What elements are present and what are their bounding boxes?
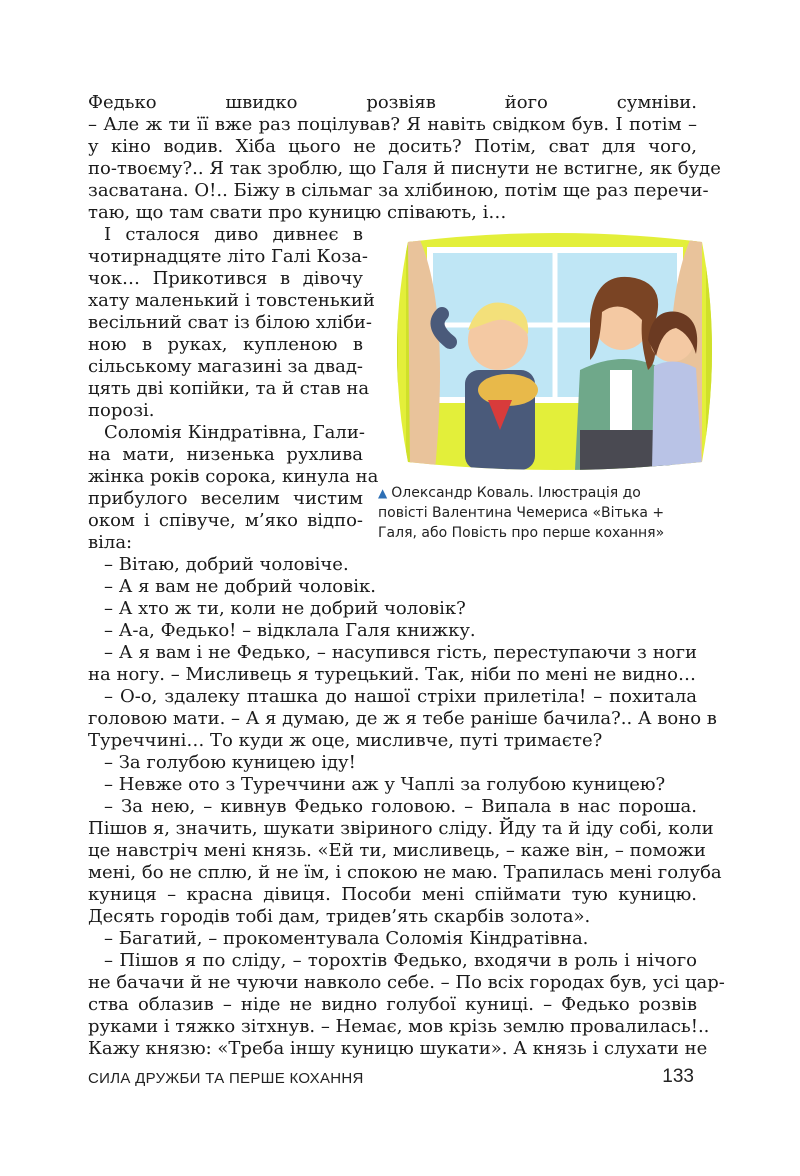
text-line: на мати, низенька рухлива: [88, 444, 363, 465]
text-line: І сталося диво дивнеє в: [104, 224, 363, 245]
caption-line: повісті Валентина Чемериса «Вітька +: [378, 505, 665, 521]
text-line: Десять городів тобі дам, тридев’ять скарбів золота».: [88, 906, 591, 927]
text-line: – Невже ото з Туреччини аж у Чаплі за голубою куницею?: [104, 774, 666, 795]
caption-line: Олександр Коваль. Ілюстрація до: [391, 485, 641, 501]
text-line: жінка років сорока, кинула на: [88, 466, 379, 487]
text-line: цять дві копійки, та й став на: [88, 378, 370, 399]
text-line: не бачачи й не чуючи навколо себе. – По всіх городах був, усі цар-: [88, 972, 725, 993]
text-line: Соломія Кіндратівна, Гали-: [104, 422, 365, 443]
caption-triangle-icon: ▲: [378, 486, 388, 500]
text-line: – А я вам не добрий чоловік.: [104, 576, 376, 597]
text-line: у кіно водив. Хіба цього не досить? Потім, сват для чого,: [88, 136, 697, 157]
illustration-caption: [378, 483, 708, 543]
text-line: – А-а, Федько! – відклала Галя книжку.: [104, 620, 476, 641]
text-line: віла:: [88, 532, 133, 553]
text-line: таю, що там свати про куницю співають, і…: [88, 202, 507, 223]
text-line: Туреччині… То куди ж оце, мисливче, путі тримаєте?: [88, 730, 603, 751]
text-line: головою мати. – А я думаю, де ж я тебе раніше бачила?.. А воно в: [88, 708, 717, 729]
text-line: куниця – красна дівиця. Пособи мені спіймати тую куницю.: [88, 884, 697, 905]
text-line: – За голубою куницею іду!: [104, 752, 356, 773]
text-line: руками і тяжко зітхнув. – Немає, мов крізь землю провалилась!..: [88, 1016, 710, 1037]
text-line: чок… Прикотився в дівочу: [88, 268, 363, 289]
caption-line: Галя, або Повість про перше кохання»: [378, 525, 665, 541]
girl-figure: [648, 312, 702, 470]
illustration: [390, 230, 720, 470]
text-line: засватана. О!.. Біжу в сільмаг за хлібиною, потім ще раз перечи-: [88, 180, 709, 201]
page-number: 133: [662, 1066, 694, 1087]
text-line: – Багатий, – прокоментувала Соломія Кіндратівна.: [104, 928, 589, 949]
text-line: ною в руках, купленою в: [88, 334, 363, 355]
text-line: – А я вам і не Федько, – насупився гість, переступаючи з ноги: [104, 642, 697, 663]
text-line: – Вітаю, добрий чоловіче.: [104, 554, 349, 575]
text-line: – Пішов я по сліду, – торохтів Федько, входячи в роль і нічого: [104, 950, 697, 971]
text-line: – А хто ж ти, коли не добрий чоловік?: [104, 598, 466, 619]
text-line: це навстріч мені князь. «Ей ти, мисливець, – каже він, – поможи: [88, 840, 706, 861]
text-line-content: Федько швидко розвіяв його сумніви.: [88, 92, 697, 113]
text-line: оком і співуче, м’яко відпо-: [88, 510, 363, 531]
text-line: Кажу князю: «Треба іншу куницю шукати». А князь і слухати не: [88, 1038, 708, 1059]
text-line: прибулого веселим чистим: [88, 488, 363, 509]
text-line: весільний сват із білою хліби-: [88, 312, 373, 333]
text-line: на ногу. – Мисливець я турецький. Так, ніби по мені не видно…: [88, 664, 697, 685]
text-line: – За нею, – кивнув Федько головою. – Випала в нас пороша.: [104, 796, 697, 817]
text-line: – Але ж ти її вже раз поцілував? Я навіть свідком був. І потім –: [88, 114, 697, 135]
section-title: СИЛА ДРУЖБИ ТА ПЕРШЕ КОХАННЯ: [88, 1070, 364, 1087]
text-line: сільському магазині за двад-: [88, 356, 363, 377]
text-line: ства облазив – ніде не видно голубої куниці. – Федько розвів: [88, 994, 697, 1015]
text-line: хату маленький і товстенький: [88, 290, 375, 311]
text-line: порозі.: [88, 400, 155, 421]
text-line: – О-о, здалеку пташка до нашої стріхи прилетіла! – похитала: [104, 686, 697, 707]
text-line: Пішов я, значить, шукати звіриного сліду. Йду та й іду собі, коли: [88, 818, 714, 839]
text-line: [88, 92, 697, 114]
text-line: мені, бо не сплю, й не їм, і спокою не маю. Трапилась мені голуба: [88, 862, 722, 883]
text-line: по-твоєму?.. Я так зроблю, що Галя й писнути не встигне, як буде: [88, 158, 721, 179]
text-line: чотирнадцяте літо Галі Коза-: [88, 246, 368, 267]
